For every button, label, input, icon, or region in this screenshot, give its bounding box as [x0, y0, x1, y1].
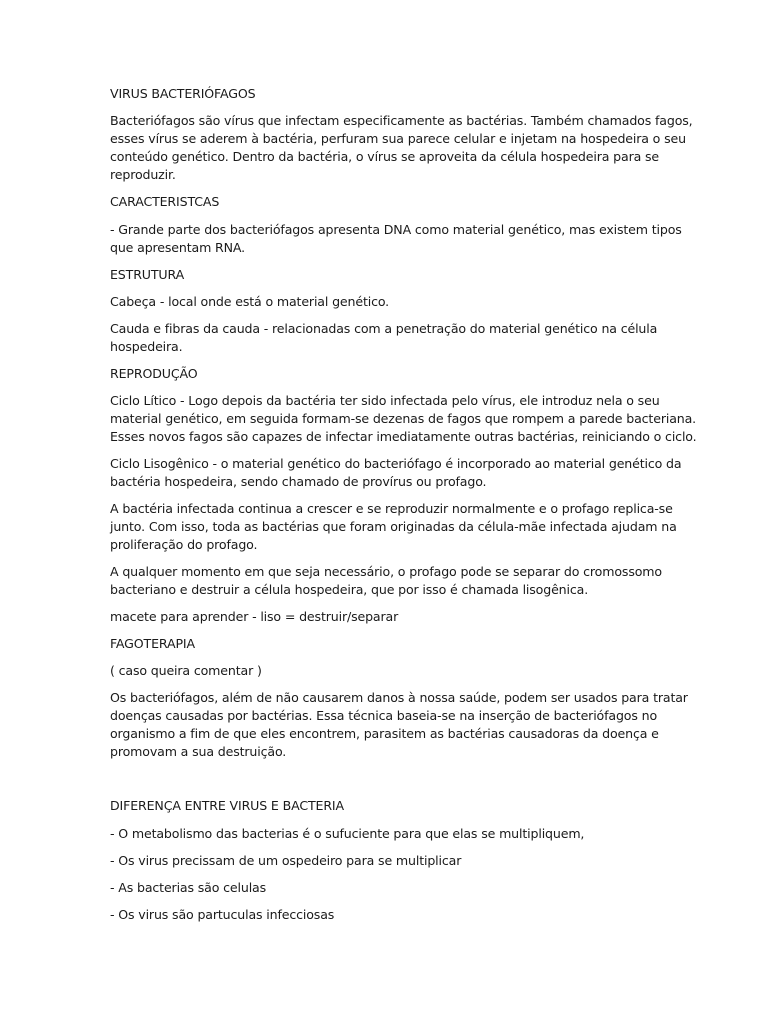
heading-diferenca: DIFERENÇA ENTRE VIRUS E BACTERIA: [110, 798, 344, 813]
intro-line-3: conteúdo genético. Dentro da bactéria, o vírus se aproveita da célula hospedeira para se: [110, 149, 660, 164]
diferenca-item-4: - Os virus são partuculas infecciosas: [110, 907, 335, 922]
heading-reproducao: REPRODUÇÃO: [110, 366, 198, 381]
bacteria-infectada-line-1: A bactéria infectada continua a crescer e se reproduzir normalmente e o profago replica-se: [110, 501, 673, 516]
heading-estrutura: ESTRUTURA: [110, 267, 185, 282]
bacteria-infectada-line-3: proliferação do profago.: [110, 537, 258, 552]
estrutura-cabeca: Cabeça - local onde está o material genético.: [110, 294, 390, 309]
macete-line: macete para aprender - liso = destruir/separar: [110, 609, 399, 624]
estrutura-cauda-line-2: hospedeira.: [110, 339, 183, 354]
estrutura-cauda-line-1: Cauda e fibras da cauda - relacionadas com a penetração do material genético na célula: [110, 321, 658, 336]
caracteristicas-line-1: - Grande parte dos bacteriófagos apresenta DNA como material genético, mas existem tipos: [110, 222, 682, 237]
heading-fagoterapia: FAGOTERAPIA: [110, 636, 195, 651]
ciclo-litico-line-3: Esses novos fagos são capazes de infectar imediatamente outras bactérias, reiniciando o ciclo.: [110, 429, 697, 444]
caracteristicas-line-2: que apresentam RNA.: [110, 240, 246, 255]
diferenca-item-1: - O metabolismo das bacterias é o sufuciente para que elas se multipliquem,: [110, 826, 585, 841]
qualquer-momento-line-2: bacteriano e destruir a célula hospedeira, que por isso é chamada lisogênica.: [110, 582, 589, 597]
qualquer-momento-line-1: A qualquer momento em que seja necessário, o profago pode se separar do cromossomo: [110, 564, 662, 579]
intro-line-1: Bacteriófagos são vírus que infectam especificamente as bactérias. Também chamados fagos,: [110, 113, 693, 128]
intro-line-4: reproduzir.: [110, 167, 176, 182]
ciclo-lisogenico-line-1: Ciclo Lisogênico - o material genético do bacteriófago é incorporado ao material genético da: [110, 456, 682, 471]
fagoterapia-line-2: doenças causadas por bactérias. Essa técnica baseia-se na inserção de bacteriófagos no: [110, 708, 657, 723]
fagoterapia-line-3: organismo a fim de que eles encontrem, parasitem as bactérias causadoras da doença e: [110, 726, 659, 741]
ciclo-litico-line-1: Ciclo Lítico - Logo depois da bactéria ter sido infectada pelo vírus, ele introduz nela o seu: [110, 393, 660, 408]
caso-queira-comentar: ( caso queira comentar ): [110, 663, 262, 678]
fagoterapia-line-1: Os bacteriófagos, além de não causarem danos à nossa saúde, podem ser usados para tratar: [110, 690, 688, 705]
diferenca-item-2: - Os virus precissam de um ospedeiro para se multiplicar: [110, 853, 462, 868]
intro-line-2: esses vírus se aderem à bactéria, perfuram sua parece celular e injetam na hospedeira o seu: [110, 131, 686, 146]
heading-caracteristicas: CARACTERISTCAS: [110, 194, 220, 209]
bacteria-infectada-line-2: junto. Com isso, toda as bactérias que foram originadas da célula-mãe infectada ajudam na: [110, 519, 677, 534]
fagoterapia-line-4: promovam a sua destruição.: [110, 744, 287, 759]
ciclo-litico-line-2: material genético, em seguida formam-se dezenas de fagos que rompem a parede bacteriana.: [110, 411, 697, 426]
heading-virus-bacteriofagos: VIRUS BACTERIÓFAGOS: [110, 86, 256, 101]
diferenca-item-3: - As bacterias são celulas: [110, 880, 267, 895]
ciclo-lisogenico-line-2: bactéria hospedeira, sendo chamado de provírus ou profago.: [110, 474, 487, 489]
